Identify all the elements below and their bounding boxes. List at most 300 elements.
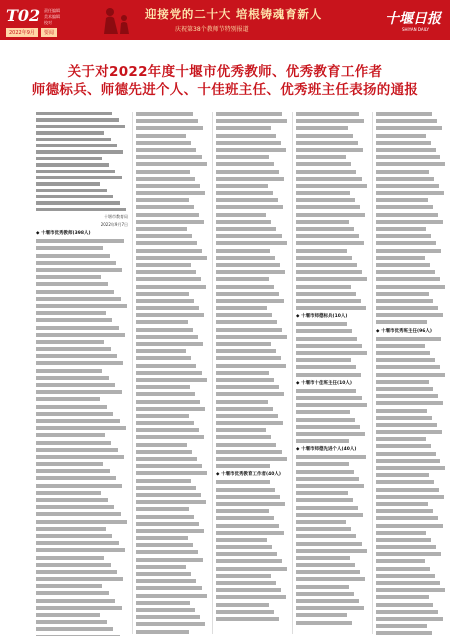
text-line bbox=[216, 509, 269, 513]
text-line bbox=[36, 131, 104, 134]
text-line bbox=[216, 141, 281, 145]
name-list bbox=[376, 112, 446, 324]
text-line bbox=[136, 263, 191, 267]
text-line bbox=[136, 134, 186, 138]
column-3 bbox=[216, 112, 288, 636]
text-line bbox=[136, 428, 199, 432]
text-line bbox=[36, 326, 119, 330]
text-line bbox=[136, 450, 192, 454]
text-line bbox=[36, 613, 100, 617]
text-line bbox=[216, 119, 287, 123]
masthead-logo: 十堰日报 bbox=[385, 11, 441, 27]
text-line bbox=[216, 588, 281, 592]
editor-meta bbox=[44, 8, 94, 26]
text-line bbox=[376, 502, 428, 506]
text-line bbox=[296, 373, 361, 377]
text-line bbox=[296, 542, 362, 546]
text-line bbox=[136, 170, 190, 174]
text-line bbox=[296, 410, 350, 414]
text-line bbox=[36, 138, 111, 141]
column-2 bbox=[136, 112, 208, 636]
text-line bbox=[216, 574, 271, 578]
text-line bbox=[216, 306, 267, 310]
text-line bbox=[136, 356, 191, 360]
text-line bbox=[216, 249, 270, 253]
text-line bbox=[36, 347, 111, 351]
text-line bbox=[136, 493, 201, 497]
text-line bbox=[136, 536, 188, 540]
text-line bbox=[136, 615, 200, 619]
text-line bbox=[376, 344, 425, 348]
text-line bbox=[376, 380, 429, 384]
text-line bbox=[136, 349, 186, 353]
section-heading: ◆ 十堰市十佳班主任(10人) bbox=[296, 380, 352, 386]
text-line bbox=[36, 455, 124, 459]
text-line bbox=[136, 177, 195, 181]
date-tag: 2022年9月 bbox=[6, 28, 38, 37]
text-line bbox=[216, 516, 274, 520]
text-line bbox=[296, 227, 354, 231]
text-line bbox=[36, 163, 109, 166]
text-line bbox=[136, 148, 196, 152]
text-line bbox=[216, 392, 284, 396]
text-line bbox=[136, 392, 195, 396]
text-line bbox=[216, 241, 287, 245]
text-line bbox=[36, 208, 126, 211]
masthead-subtitle: SHIYAN DAILY bbox=[402, 27, 429, 32]
text-line bbox=[376, 313, 443, 317]
text-line bbox=[36, 599, 115, 603]
text-line bbox=[376, 126, 442, 130]
text-line bbox=[216, 443, 276, 447]
text-line bbox=[296, 425, 360, 429]
page-number: T02 bbox=[6, 6, 41, 25]
text-line bbox=[376, 567, 430, 571]
text-line bbox=[296, 418, 355, 422]
text-line bbox=[296, 198, 355, 202]
text-line bbox=[36, 150, 123, 153]
text-line bbox=[376, 285, 445, 289]
column-5 bbox=[376, 112, 446, 636]
text-line bbox=[216, 170, 279, 174]
text-line bbox=[376, 148, 436, 152]
text-line bbox=[136, 292, 189, 296]
meta-line: 校对 bbox=[44, 20, 52, 25]
text-line bbox=[296, 134, 353, 138]
text-line bbox=[376, 134, 426, 138]
text-line bbox=[136, 119, 198, 123]
text-line bbox=[36, 491, 101, 495]
text-line bbox=[136, 234, 192, 238]
name-list bbox=[296, 112, 368, 310]
text-line bbox=[36, 548, 125, 552]
text-line bbox=[36, 201, 120, 204]
text-line bbox=[136, 486, 196, 490]
text-line bbox=[376, 249, 441, 253]
text-line bbox=[216, 198, 278, 202]
text-line bbox=[296, 563, 355, 567]
text-line bbox=[376, 452, 436, 456]
text-line bbox=[376, 205, 433, 209]
text-line bbox=[36, 591, 109, 595]
text-line bbox=[36, 118, 119, 121]
text-line bbox=[376, 559, 425, 563]
text-line bbox=[216, 263, 280, 267]
text-line bbox=[36, 635, 120, 636]
text-line bbox=[216, 400, 268, 404]
text-line bbox=[296, 112, 359, 116]
text-line bbox=[36, 584, 102, 588]
text-line bbox=[376, 213, 438, 217]
name-list bbox=[296, 455, 368, 624]
column-rule bbox=[132, 112, 133, 634]
text-line bbox=[376, 351, 430, 355]
section-heading: ◆ 十堰市优秀教师(398人) bbox=[36, 231, 91, 237]
text-line bbox=[36, 176, 122, 179]
text-line bbox=[376, 595, 429, 599]
text-line bbox=[36, 534, 112, 538]
column-rule bbox=[292, 112, 293, 634]
text-line bbox=[296, 344, 362, 348]
section-heading: ◆ 十堰市优秀班主任(96人) bbox=[376, 328, 432, 334]
text-line bbox=[216, 134, 276, 138]
text-line bbox=[36, 144, 117, 147]
text-line bbox=[376, 488, 439, 492]
text-line bbox=[216, 356, 281, 360]
text-line bbox=[136, 306, 199, 310]
text-line bbox=[36, 268, 122, 272]
text-line bbox=[216, 378, 274, 382]
meta-line: 美术编辑 bbox=[44, 14, 60, 19]
text-line bbox=[296, 470, 354, 474]
text-line bbox=[136, 285, 206, 289]
date-strip bbox=[6, 28, 57, 37]
text-line bbox=[36, 433, 105, 437]
column-1 bbox=[36, 112, 128, 636]
text-line bbox=[296, 613, 347, 617]
text-line bbox=[216, 313, 272, 317]
text-line bbox=[36, 246, 103, 250]
text-line bbox=[296, 299, 361, 303]
text-line bbox=[376, 263, 430, 267]
text-line bbox=[216, 610, 274, 614]
text-line bbox=[376, 444, 431, 448]
name-list bbox=[36, 239, 128, 636]
text-line bbox=[136, 601, 190, 605]
text-line bbox=[216, 349, 276, 353]
text-line bbox=[136, 622, 205, 626]
text-line bbox=[376, 198, 428, 202]
text-line bbox=[36, 419, 120, 423]
text-line bbox=[136, 313, 204, 317]
text-line bbox=[36, 112, 112, 115]
text-line bbox=[136, 529, 204, 533]
text-line bbox=[36, 512, 121, 516]
text-line bbox=[36, 577, 123, 581]
text-line bbox=[296, 329, 352, 333]
text-line bbox=[296, 292, 356, 296]
name-list bbox=[216, 480, 288, 621]
text-line bbox=[216, 320, 277, 324]
text-line bbox=[376, 631, 432, 635]
text-line bbox=[296, 498, 353, 502]
text-line bbox=[296, 119, 364, 123]
text-line bbox=[296, 592, 354, 596]
text-line bbox=[136, 227, 187, 231]
text-line bbox=[216, 126, 271, 130]
text-line bbox=[136, 270, 196, 274]
text-line bbox=[296, 270, 362, 274]
column-4 bbox=[296, 112, 368, 636]
text-line bbox=[36, 125, 125, 128]
text-line bbox=[376, 241, 436, 245]
text-line bbox=[136, 126, 203, 130]
text-line bbox=[296, 365, 356, 369]
text-line bbox=[376, 227, 426, 231]
text-line bbox=[376, 416, 432, 420]
text-line bbox=[296, 396, 362, 400]
text-line bbox=[376, 184, 439, 188]
text-line bbox=[216, 538, 267, 542]
text-line bbox=[36, 505, 114, 509]
text-line bbox=[376, 177, 434, 181]
text-line bbox=[36, 182, 100, 185]
text-line bbox=[296, 285, 351, 289]
intro-paragraph bbox=[36, 112, 128, 211]
text-line bbox=[296, 234, 359, 238]
text-line bbox=[36, 340, 104, 344]
text-line bbox=[376, 337, 441, 341]
text-line bbox=[136, 371, 202, 375]
text-line bbox=[296, 322, 347, 326]
text-line bbox=[216, 234, 282, 238]
text-line bbox=[136, 205, 194, 209]
text-line bbox=[36, 469, 110, 473]
text-line bbox=[216, 457, 287, 461]
text-line bbox=[216, 450, 282, 454]
text-line bbox=[136, 435, 204, 439]
text-line bbox=[136, 241, 197, 245]
text-line bbox=[216, 495, 280, 499]
text-line bbox=[136, 550, 198, 554]
text-line bbox=[376, 466, 445, 470]
text-line bbox=[36, 376, 109, 380]
text-line bbox=[376, 524, 443, 528]
name-list bbox=[216, 112, 288, 468]
text-line bbox=[376, 112, 432, 116]
text-line bbox=[216, 545, 272, 549]
text-line bbox=[216, 177, 284, 181]
text-line bbox=[376, 610, 438, 614]
text-line bbox=[136, 299, 194, 303]
text-line bbox=[376, 320, 427, 324]
text-line bbox=[36, 318, 112, 322]
text-line bbox=[36, 195, 113, 198]
text-line bbox=[136, 400, 200, 404]
slogan-sub: 庆祝第38个教师节特别报道 bbox=[175, 26, 249, 33]
text-line bbox=[296, 170, 356, 174]
text-line bbox=[376, 480, 434, 484]
text-line bbox=[376, 365, 440, 369]
text-line bbox=[36, 405, 107, 409]
text-line bbox=[36, 426, 126, 430]
text-line bbox=[216, 299, 284, 303]
meta-line: 责任编辑 bbox=[44, 8, 60, 13]
text-line bbox=[136, 522, 199, 526]
text-line bbox=[136, 249, 202, 253]
text-line bbox=[296, 432, 365, 436]
text-line bbox=[216, 155, 269, 159]
text-line bbox=[296, 213, 365, 217]
text-line bbox=[36, 297, 121, 301]
text-line bbox=[136, 464, 202, 468]
text-line bbox=[376, 459, 440, 463]
text-line bbox=[216, 220, 271, 224]
text-line bbox=[136, 256, 207, 260]
text-line bbox=[216, 112, 282, 116]
text-line bbox=[296, 306, 366, 310]
text-line bbox=[296, 462, 349, 466]
text-line bbox=[216, 595, 286, 599]
text-line bbox=[296, 491, 348, 495]
text-line bbox=[36, 390, 122, 394]
text-line bbox=[296, 577, 365, 581]
text-line bbox=[296, 534, 356, 538]
text-line bbox=[216, 414, 278, 418]
signature-org: 十堰市教育局 bbox=[104, 214, 128, 220]
text-line bbox=[296, 549, 367, 553]
text-line bbox=[376, 552, 441, 556]
text-line bbox=[136, 277, 201, 281]
text-line bbox=[136, 162, 207, 166]
text-line bbox=[296, 403, 367, 407]
text-line bbox=[136, 479, 191, 483]
text-line bbox=[296, 506, 358, 510]
text-line bbox=[216, 603, 269, 607]
text-line bbox=[216, 227, 276, 231]
text-line bbox=[296, 513, 363, 517]
text-line bbox=[136, 184, 200, 188]
text-line bbox=[136, 543, 193, 547]
text-line bbox=[376, 624, 427, 628]
text-line bbox=[136, 364, 196, 368]
text-line bbox=[36, 157, 102, 160]
text-line bbox=[136, 407, 205, 411]
text-line bbox=[36, 304, 127, 308]
text-line bbox=[136, 155, 202, 159]
text-line bbox=[36, 170, 115, 173]
text-line bbox=[296, 241, 364, 245]
text-line bbox=[216, 285, 274, 289]
headline-line-1: 关于对2022年度十堰市优秀教师、优秀教育工作者 bbox=[67, 64, 383, 80]
text-line bbox=[296, 484, 364, 488]
text-line bbox=[216, 524, 279, 528]
column-rule bbox=[372, 112, 373, 634]
text-line bbox=[136, 630, 189, 634]
text-line bbox=[136, 471, 207, 475]
text-line bbox=[376, 292, 429, 296]
text-line bbox=[216, 435, 271, 439]
text-line bbox=[36, 520, 127, 524]
text-line bbox=[36, 275, 101, 279]
text-line bbox=[296, 148, 363, 152]
text-line bbox=[136, 320, 188, 324]
text-line bbox=[296, 141, 358, 145]
text-line bbox=[36, 570, 117, 574]
text-line bbox=[36, 606, 122, 610]
text-line bbox=[216, 502, 285, 506]
text-line bbox=[296, 570, 360, 574]
text-line bbox=[296, 477, 359, 481]
text-line bbox=[216, 552, 277, 556]
text-line bbox=[296, 358, 351, 362]
name-list bbox=[136, 112, 208, 636]
text-line bbox=[36, 412, 113, 416]
text-line bbox=[136, 385, 190, 389]
text-line bbox=[376, 358, 435, 362]
section-heading: ◆ 十堰市师德先进个人(40人) bbox=[296, 447, 357, 453]
teacher-silhouette-icon bbox=[96, 4, 136, 36]
text-line bbox=[296, 155, 346, 159]
text-line bbox=[296, 621, 352, 625]
text-line bbox=[216, 364, 286, 368]
text-line bbox=[216, 205, 283, 209]
text-line bbox=[136, 558, 203, 562]
text-line bbox=[296, 162, 351, 166]
text-line bbox=[376, 373, 445, 377]
section-heading: ◆ 十堰市师德标兵(10人) bbox=[296, 314, 348, 320]
text-line bbox=[36, 498, 108, 502]
name-list bbox=[296, 322, 368, 376]
text-line bbox=[376, 394, 438, 398]
text-line bbox=[136, 335, 198, 339]
text-line bbox=[216, 581, 276, 585]
text-line bbox=[216, 328, 282, 332]
text-line bbox=[216, 342, 271, 346]
text-line bbox=[216, 162, 274, 166]
text-line bbox=[136, 457, 197, 461]
text-line bbox=[136, 414, 189, 418]
headline-line-2: 师德标兵、师德先进个人、十佳班主任、优秀班主任表扬的通报 bbox=[31, 82, 419, 98]
text-line bbox=[376, 545, 436, 549]
text-line bbox=[376, 256, 425, 260]
text-line bbox=[296, 220, 349, 224]
text-line bbox=[136, 594, 207, 598]
text-line bbox=[136, 328, 193, 332]
text-line bbox=[296, 520, 346, 524]
text-line bbox=[216, 421, 283, 425]
text-line bbox=[36, 189, 107, 192]
text-line bbox=[376, 574, 435, 578]
text-line bbox=[296, 337, 357, 341]
text-line bbox=[216, 270, 285, 274]
text-line bbox=[376, 617, 443, 621]
text-line bbox=[296, 455, 366, 459]
text-line bbox=[376, 191, 444, 195]
text-line bbox=[376, 509, 433, 513]
text-line bbox=[136, 141, 191, 145]
text-line bbox=[136, 507, 189, 511]
text-line bbox=[36, 369, 102, 373]
text-line bbox=[36, 361, 123, 365]
text-line bbox=[296, 263, 357, 267]
section-heading: ◆ 十堰市优秀教育工作者(40人) bbox=[216, 472, 281, 478]
text-line bbox=[136, 572, 191, 576]
section-tag: 要闻 bbox=[41, 28, 57, 37]
text-line bbox=[36, 541, 119, 545]
text-line bbox=[376, 581, 440, 585]
text-line bbox=[36, 311, 106, 315]
